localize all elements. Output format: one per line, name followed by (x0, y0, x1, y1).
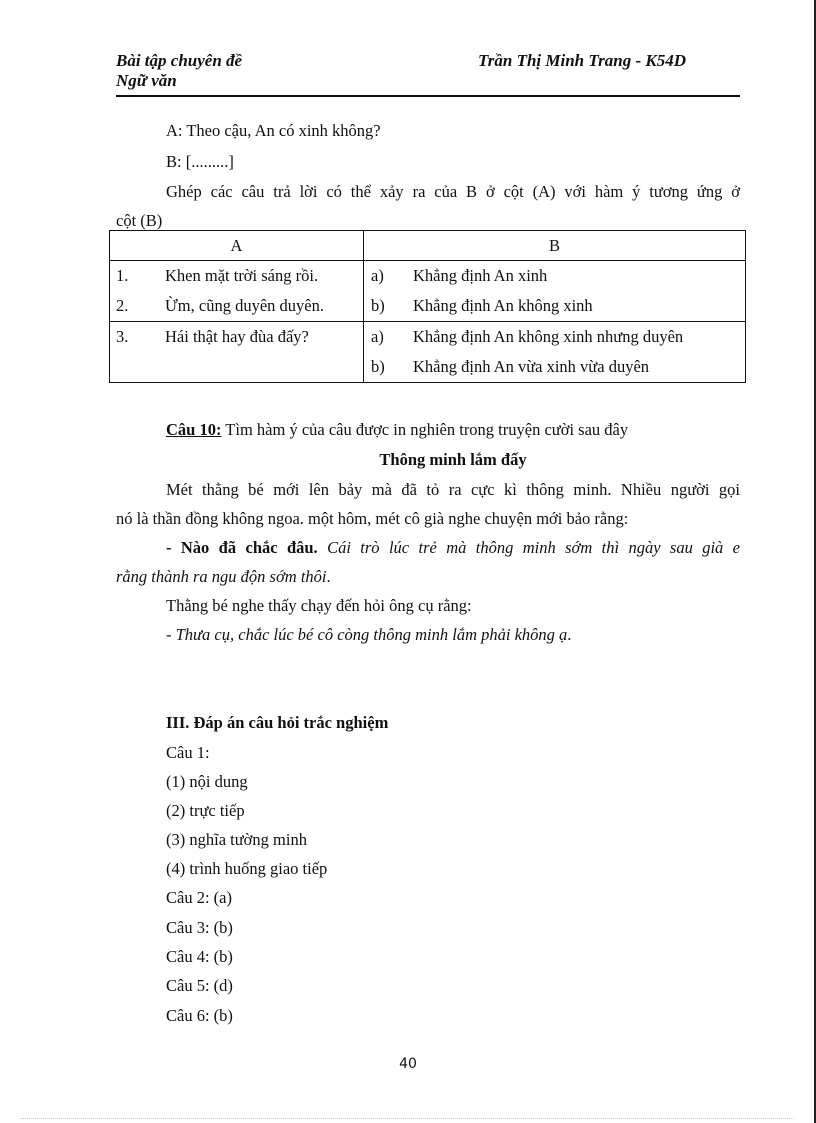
b-item-text: Khẳng định An không xinh nhưng duyên (413, 327, 684, 346)
b-item-letter: b) (371, 357, 385, 376)
b-item (364, 322, 745, 352)
story-paragraph-line1: Mét thằng bé mới lên bảy mà đã tỏ ra cực kì thông minh. Nhiều người gọi (166, 480, 740, 499)
b-item (364, 352, 745, 382)
instruction-line1: Ghép các câu trả lời có thể xảy ra của B ở cột (A) với hàm ý tương ứng ở (166, 182, 740, 201)
column-b-group-2 (364, 322, 746, 383)
b-item (364, 261, 745, 291)
story-quote-line1 (116, 537, 740, 559)
matching-table (109, 230, 746, 383)
answer-item: Câu 4: (b) (166, 947, 233, 966)
a-item-number: 3. (116, 327, 129, 346)
column-a-group-2 (110, 322, 364, 383)
reply-italic: - Thưa cụ, chắc lúc bé cô còng thông minh lắm phải không ạ (166, 625, 568, 644)
quote-italic-2: rằng thành ra ngu độn sớm thôi (116, 567, 327, 586)
page-number: 40 (399, 1056, 417, 1072)
b-item-text: Khẳng định An vừa xinh vừa duyên (413, 357, 650, 376)
a-item (110, 322, 363, 352)
answer-item: (2) trực tiếp (166, 801, 245, 820)
quote-prefix: - Nào đã chắc đâu. (166, 538, 328, 557)
a-item-number: 2. (116, 296, 129, 315)
story-quote-line2 (116, 566, 740, 588)
b-item-text: Khẳng định An không xinh (413, 296, 593, 315)
quote-end: . (326, 567, 331, 586)
a-item-text: Ừm, cũng duyên duyên. (165, 296, 324, 315)
story-paragraph-line2: nó là thần đồng không ngoa. một hôm, mét cô già nghe chuyện mới bảo rằng: (116, 509, 629, 528)
cau10-prompt (116, 419, 740, 441)
a-item-text: Khen mặt trời sáng rồi. (165, 266, 319, 285)
header-course (116, 51, 242, 91)
b-item-letter: a) (371, 327, 384, 346)
answer-item: Câu 3: (b) (166, 918, 233, 937)
b-item-letter: a) (371, 266, 384, 285)
column-a-header: A (110, 231, 364, 261)
instruction-line2: cột (B) (116, 211, 163, 230)
column-a-group-1 (110, 261, 364, 322)
page-bottom-divider (20, 1118, 794, 1119)
page-header (116, 49, 740, 97)
header-course-line1: Bài tập chuyên đề (116, 51, 243, 70)
dialogue-a: A: Theo cậu, An có xinh không? (166, 121, 381, 140)
section-3-title: III. Đáp án câu hỏi trắc nghiệm (166, 713, 389, 732)
dialogue-b: B: [.........] (166, 152, 234, 171)
a-item-text: Hái thật hay đùa đấy? (165, 327, 309, 346)
answer-item: Câu 6: (b) (166, 1006, 233, 1025)
b-item-letter: b) (371, 296, 385, 315)
cau10-label: Câu 10: (166, 420, 222, 439)
b-item (364, 291, 745, 321)
a-item (110, 261, 363, 291)
answer-item: (4) trình huống giao tiếp (166, 859, 328, 878)
answer-item: (1) nội dung (166, 772, 248, 791)
b-item-text: Khẳng định An xinh (413, 266, 548, 285)
story-title: Thông minh lắm đấy (379, 450, 527, 469)
a-item (110, 291, 363, 321)
a-item-number: 1. (116, 266, 129, 285)
answer-item: Câu 5: (d) (166, 976, 233, 995)
column-b-header: B (364, 231, 746, 261)
story-reply (116, 624, 740, 646)
column-b-group-1 (364, 261, 746, 322)
story-paragraph-2: Thằng bé nghe thấy chạy đến hỏi ông cụ rằng: (166, 596, 472, 615)
answer-item: Câu 2: (a) (166, 888, 232, 907)
answer-item: (3) nghĩa tường minh (166, 830, 307, 849)
answer-item: Câu 1: (166, 743, 210, 762)
cau10-text: Tìm hàm ý của câu được in nghiên trong truyện cười sau đây (221, 420, 629, 439)
quote-italic-1: Cái trò lúc trẻ mà thông minh sớm thì ngày sau già e (327, 538, 741, 557)
reply-end: . (567, 625, 572, 644)
header-author: Trần Thị Minh Trang - K54D (478, 51, 686, 70)
header-course-line2: Ngữ văn (116, 71, 177, 90)
